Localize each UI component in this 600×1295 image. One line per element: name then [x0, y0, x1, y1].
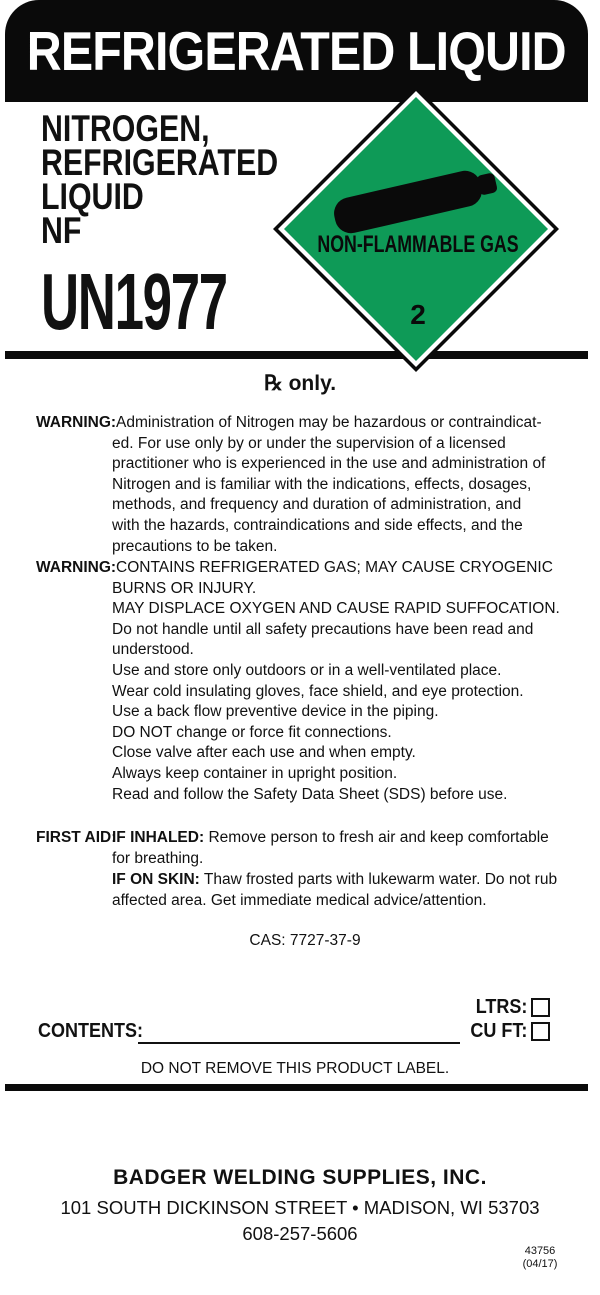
cuft-checkbox[interactable] [531, 1022, 550, 1041]
product-name-line: LIQUID [41, 176, 144, 217]
warning-key: WARNING: [36, 559, 117, 576]
warning-line: Administration of Nitrogen may be hazardous or contraindicat- [116, 414, 542, 431]
inhaled-key: IF INHALED: [112, 829, 205, 846]
warning-line: precautions to be taken. [112, 537, 278, 555]
skin-key: IF ON SKIN: [112, 871, 200, 888]
do-not-remove-notice: DO NOT REMOVE THIS PRODUCT LABEL. [140, 1060, 450, 1077]
form-code-number: 43756 [524, 1245, 556, 1257]
warning-line: practitioner who is experienced in the use and administration of [112, 455, 546, 473]
unit-ltrs-label: LTRS: [475, 996, 527, 1018]
product-name-line: REFRIGERATED [41, 142, 279, 183]
product-name-line: NF [41, 210, 82, 251]
warning-line: Read and follow the Safety Data Sheet (SDS) before use. [112, 785, 508, 803]
warning-line: Always keep container in upright position. [112, 764, 398, 782]
rx-symbol: ℞ [263, 372, 283, 395]
company-address: 101 SOUTH DICKINSON STREET • MADISON, WI 53703 [60, 1197, 540, 1218]
hazard-placard [271, 84, 561, 374]
form-code [515, 1245, 565, 1271]
divider-bottom [5, 1084, 588, 1091]
company-name: BADGER WELDING SUPPLIES, INC. [113, 1166, 487, 1189]
banner-title: REFRIGERATED LIQUID [27, 19, 567, 82]
warning-text [112, 413, 572, 557]
contents-write-line[interactable] [138, 1042, 460, 1044]
warning-line: Nitrogen and is familiar with the indications, effects, dosages, [112, 475, 532, 493]
warning-line: ed. For use only by or under the supervision of a licensed [112, 434, 506, 452]
skin-text-cont: affected area. Get immediate medical advice/attention. [112, 892, 487, 909]
warning-line: methods, and frequency and duration of administration, and [112, 496, 522, 514]
warning-line: Use a back flow preventive device in the piping. [112, 703, 439, 721]
warning-line: with the hazards, contraindications and side effects, and the [112, 516, 523, 534]
hazard-class: 2 [410, 299, 426, 330]
inhaled-text: Remove person to fresh air and keep comfortable [208, 829, 549, 846]
skin-text: Thaw frosted parts with lukewarm water. Do not rub [203, 871, 558, 888]
form-code-date: (04/17) [522, 1258, 558, 1270]
un-number: UN1977 [41, 257, 227, 346]
hazard-diamond [271, 84, 561, 374]
warning-line: Do not handle until all safety precautions have been read and [112, 620, 534, 638]
warning-text [112, 558, 572, 805]
product-name-line: NITROGEN, [41, 108, 210, 149]
company-phone: 608-257-5606 [242, 1223, 358, 1244]
warning-line: MAY DISPLACE OXYGEN AND CAUSE RAPID SUFFOCATION. [112, 600, 560, 618]
first-aid-key: FIRST AID: [36, 829, 117, 846]
contents-label: CONTENTS: [38, 1020, 144, 1042]
warning-key: WARNING: [36, 414, 117, 431]
first-aid-text [112, 827, 582, 911]
warning-line: Wear cold insulating gloves, face shield, and eye protection. [112, 682, 524, 700]
warning-line: DO NOT change or force fit connections. [112, 723, 392, 741]
rx-text: only. [288, 372, 337, 395]
ltrs-checkbox[interactable] [531, 998, 550, 1017]
placard-text: NON-FLAMMABLE GAS [317, 231, 519, 258]
product-name [41, 108, 279, 251]
cas-number: CAS: 7727-37-9 [249, 932, 361, 949]
warning-line: BURNS OR INJURY. [112, 579, 257, 597]
unit-ltrs [470, 996, 550, 1019]
inhaled-text-cont: for breathing. [112, 850, 204, 867]
unit-cuft [464, 1020, 550, 1043]
warning-line: Use and store only outdoors or in a well-ventilated place. [112, 661, 502, 679]
rx-only [0, 371, 600, 396]
warning-line: understood. [112, 641, 194, 659]
unit-cuft-label: CU FT: [470, 1020, 527, 1042]
warning-line: CONTAINS REFRIGERATED GAS; MAY CAUSE CRYOGENIC [116, 559, 553, 576]
warning-line: Close valve after each use and when empty. [112, 744, 416, 762]
